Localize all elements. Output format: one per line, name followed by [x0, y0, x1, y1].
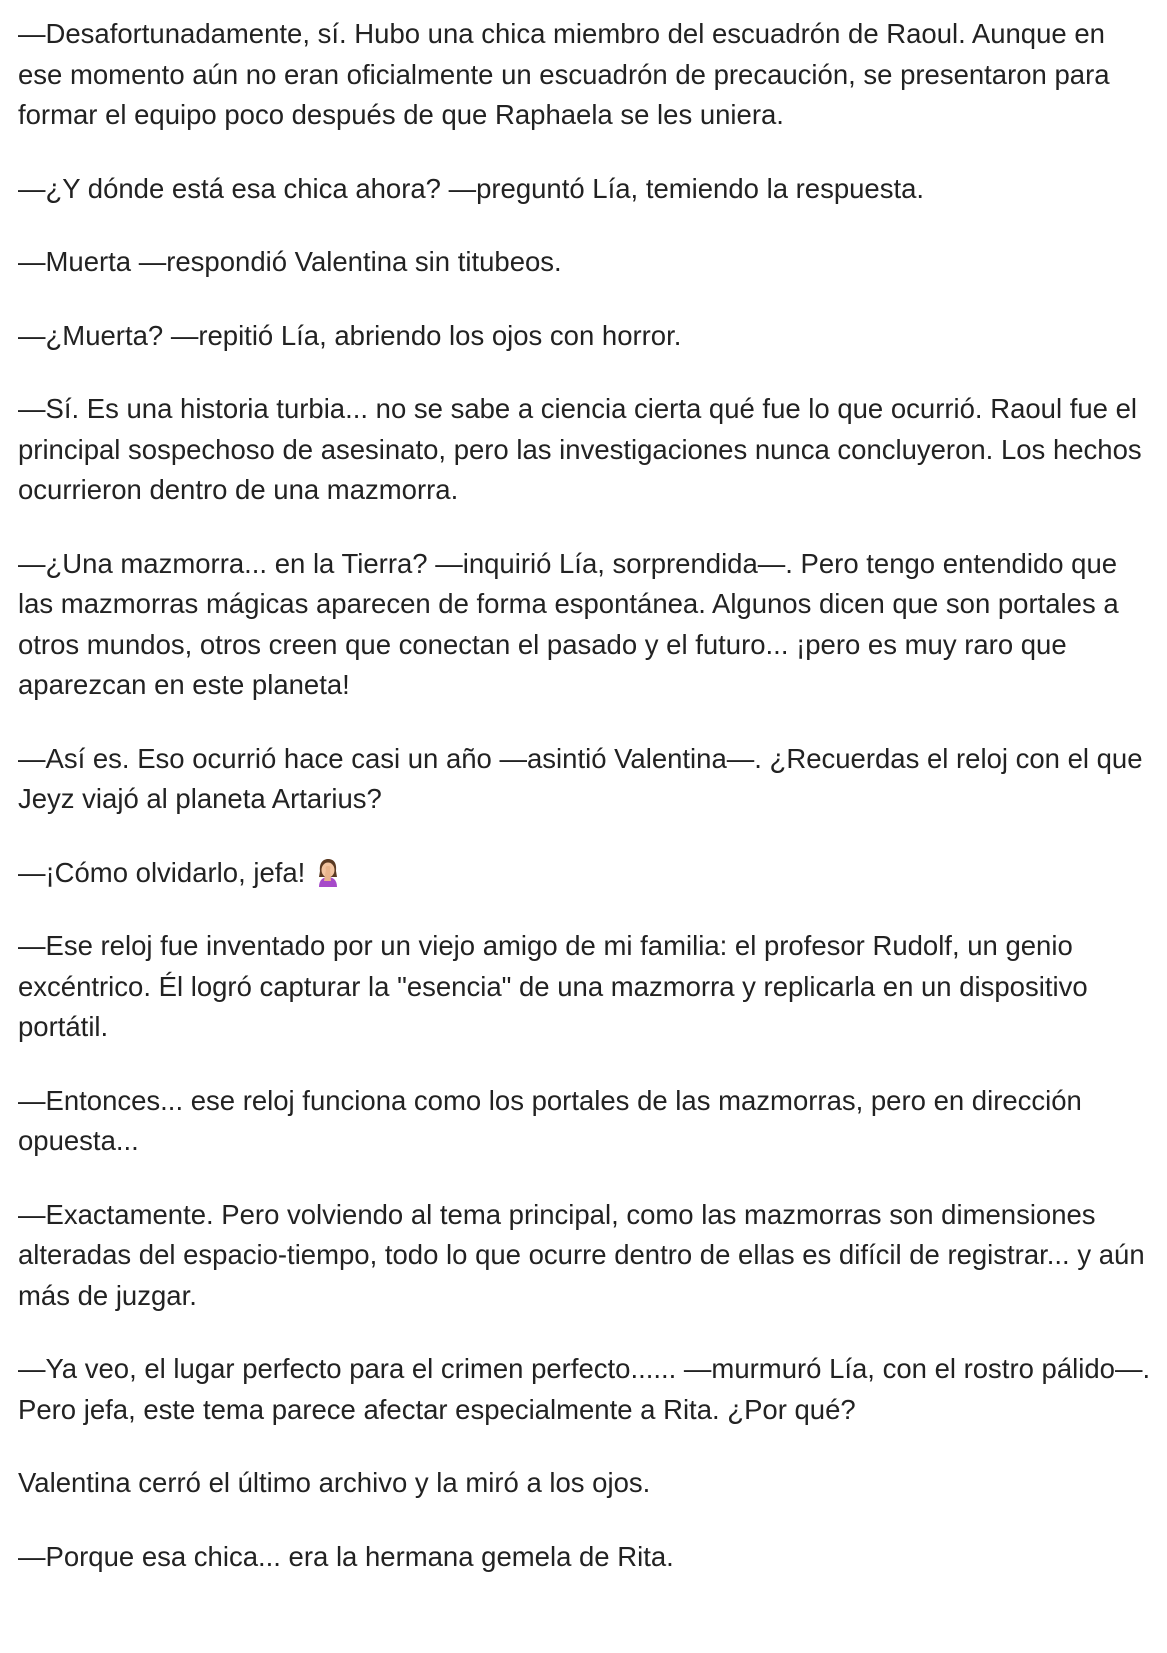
paragraph-2: —¿Y dónde está esa chica ahora? —preguntó Lía, temiendo la respuesta.	[18, 172, 925, 204]
paragraph-10: —Entonces... ese reloj funciona como los portales de las mazmorras, pero en dirección opuesta...	[18, 1084, 1082, 1156]
paragraph-1: —Desafortunadamente, sí. Hubo una chica miembro del escuadrón de Raoul. Aunque en ese momento aún no eran oficialmente un escuadrón de precaución, se presentaron para formar el equipo poco después de que Raphaela se les uniera.	[18, 18, 1110, 130]
paragraph-12: —Ya veo, el lugar perfecto para el crimen perfecto...... —murmuró Lía, con el rostro pálido—. Pero jefa, este tema parece afectar especialmente a Rita. ¿Por qué?	[18, 1353, 1151, 1425]
paragraph-5: —Sí. Es una historia turbia... no se sabe a ciencia cierta qué fue lo que ocurrió. Raoul fue el principal sospechoso de asesinato, pero las investigaciones nunca concluyeron. Los hechos ocurrieron dentro de una mazmorra.	[18, 393, 1142, 505]
paragraph-3: —Muerta —respondió Valentina sin titubeos.	[18, 246, 562, 277]
paragraph-13: Valentina cerró el último archivo y la miró a los ojos.	[18, 1467, 651, 1498]
paragraph-6: —¿Una mazmorra... en la Tierra? —inquirió Lía, sorprendida—. Pero tengo entendido que las mazmorras mágicas aparecen de forma espontánea. Algunos dicen que son portales a otros mundos, otros creen que conectan el pasado y el futuro... ¡pero es muy raro que aparezcan en este planeta!	[18, 547, 1119, 700]
paragraph-9: —Ese reloj fue inventado por un viejo amigo de mi familia: el profesor Rudolf, un genio excéntrico. Él logró capturar la "esencia" de una mazmorra y replicarla en un dispositivo portátil.	[18, 930, 1088, 1042]
paragraph-8	[18, 853, 1153, 894]
paragraph-4: —¿Muerta? —repitió Lía, abriendo los ojos con horror.	[18, 319, 682, 351]
paragraph-8-text: —¡Cómo olvidarlo, jefa!	[18, 856, 306, 888]
paragraph-11: —Exactamente. Pero volviendo al tema principal, como las mazmorras son dimensiones alteradas del espacio-tiempo, todo lo que ocurre dentro de ellas es difícil de registrar... y aún más de juzgar.	[18, 1198, 1145, 1311]
paragraph-7: —Así es. Eso ocurrió hace casi un año —asintió Valentina—. ¿Recuerdas el reloj con el que Jeyz viajó al planeta Artarius?	[18, 742, 1143, 814]
woman-facepalming-icon	[315, 857, 341, 887]
paragraph-14: —Porque esa chica... era la hermana gemela de Rita.	[18, 1540, 674, 1572]
document-page	[18, 14, 1153, 1610]
